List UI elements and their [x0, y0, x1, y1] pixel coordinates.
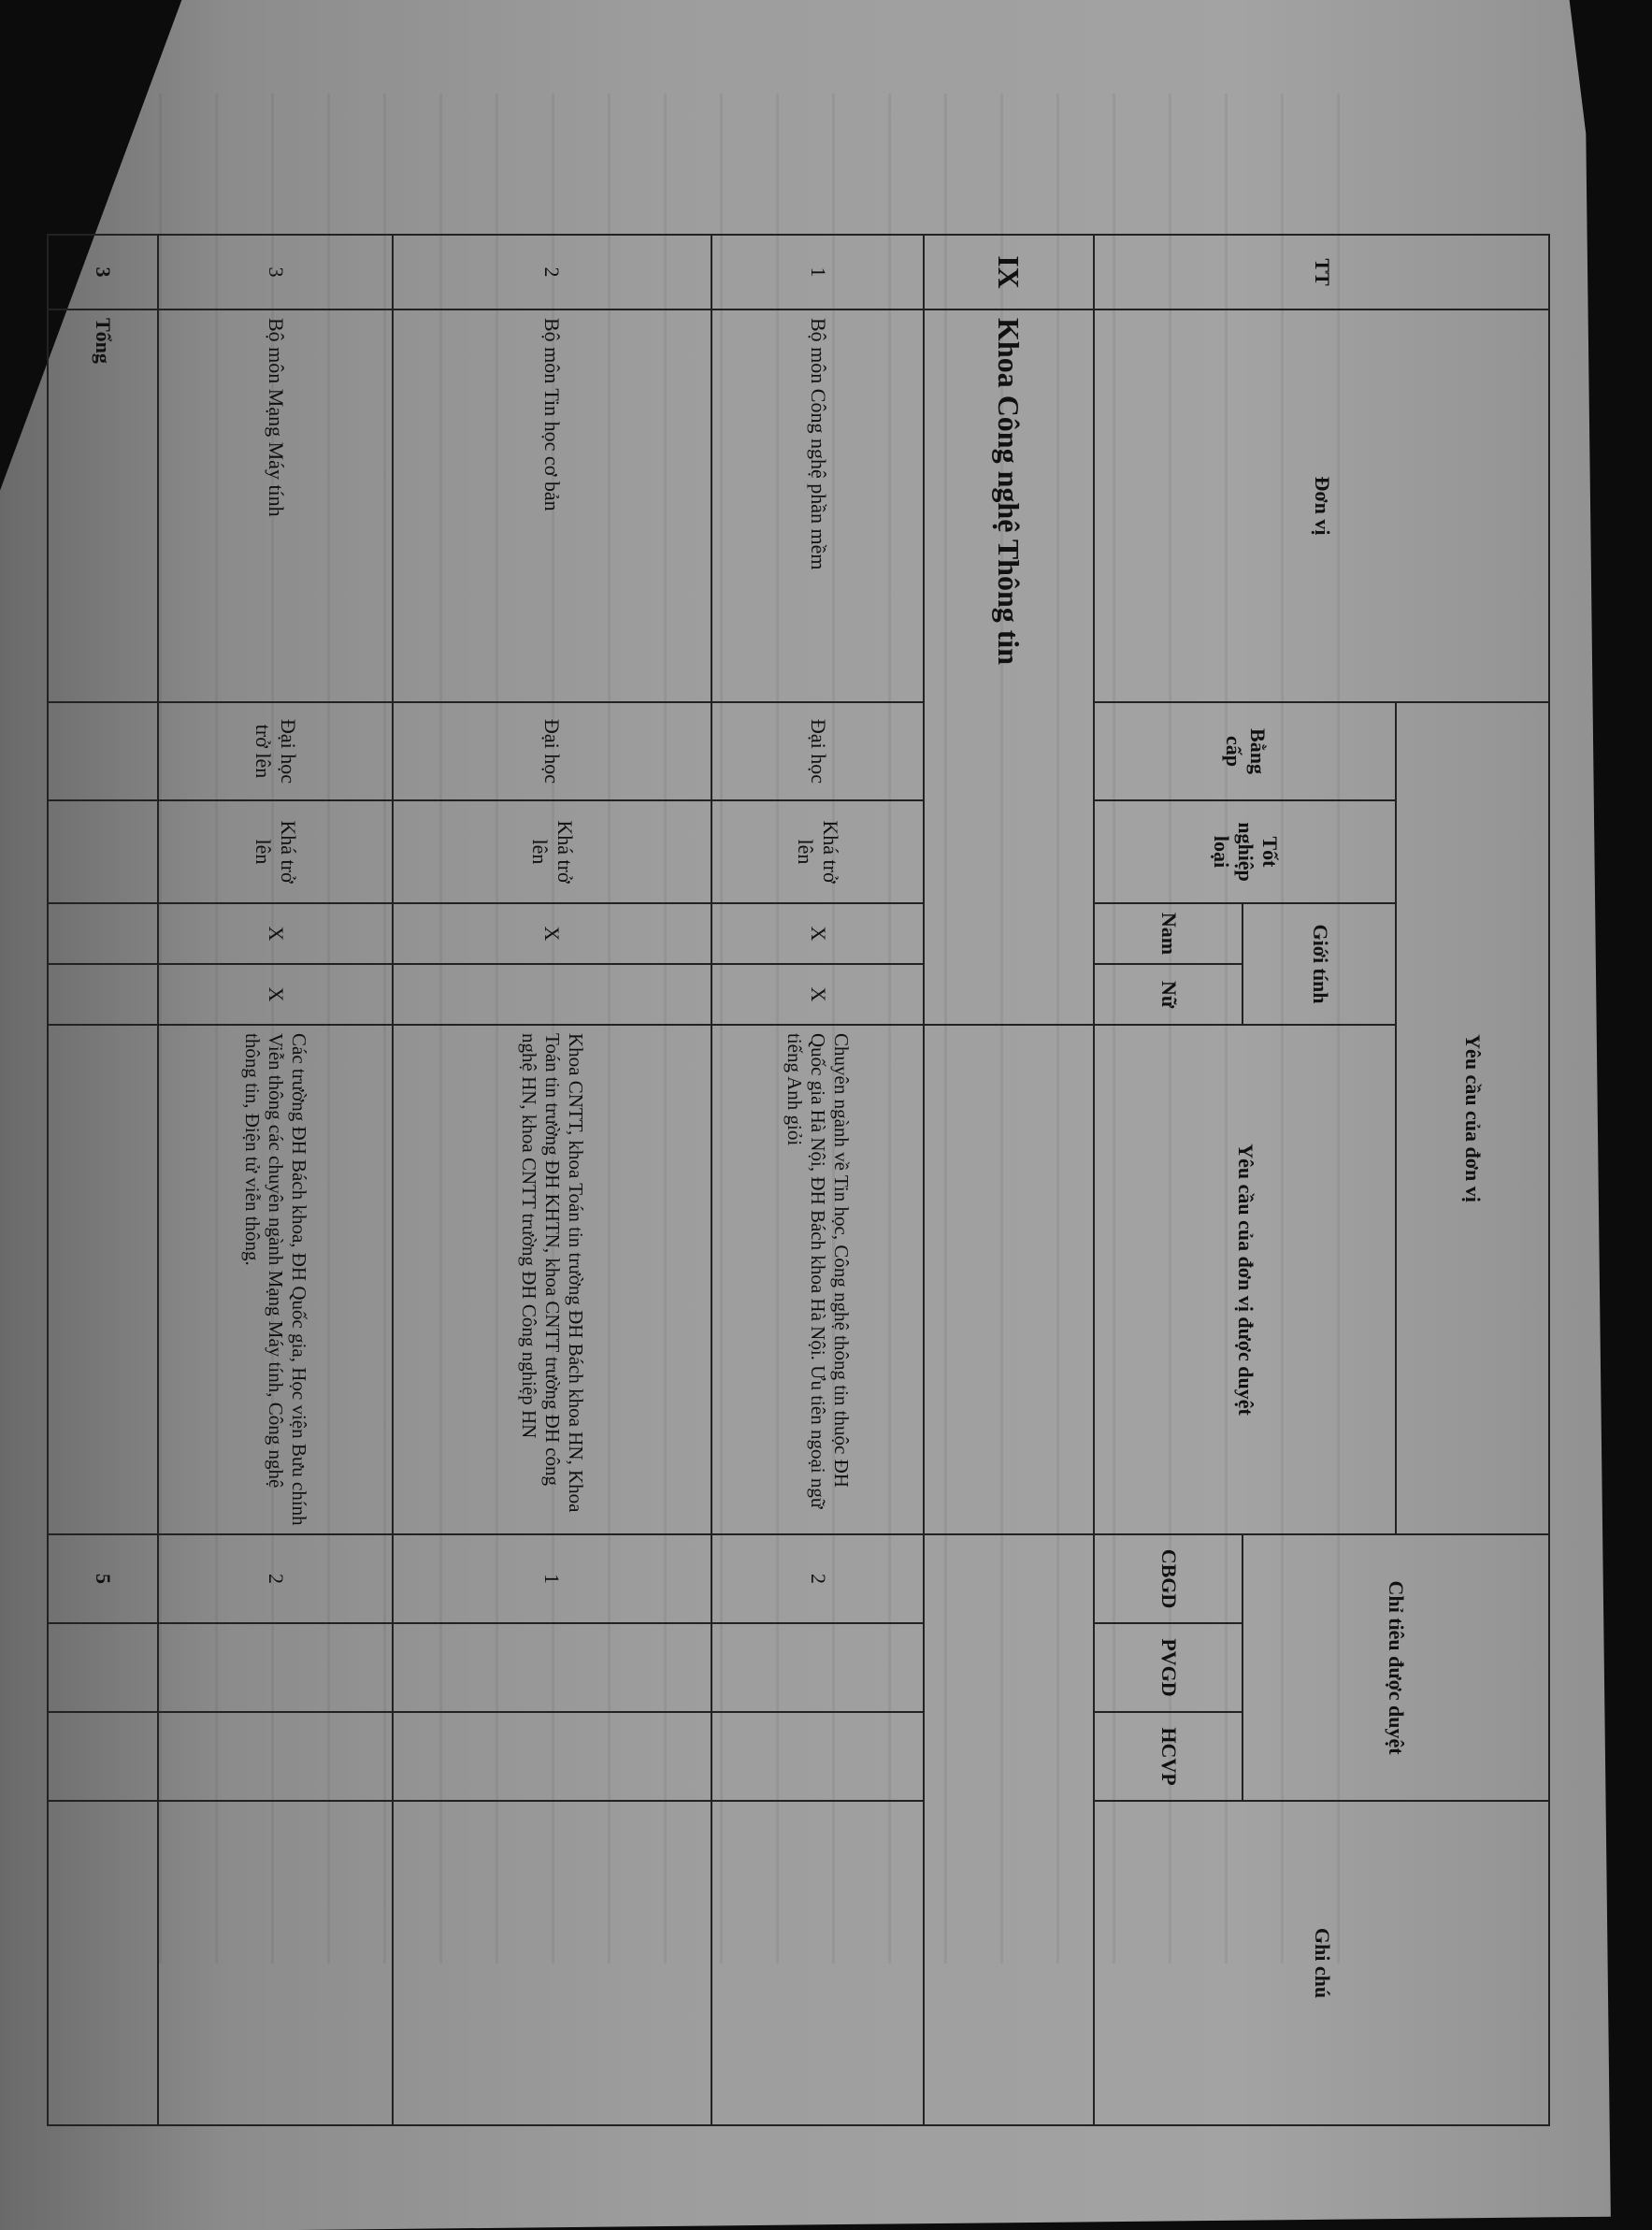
total-empty	[48, 702, 158, 800]
row-tt: 2	[393, 235, 711, 309]
row-ghi-chu	[158, 1801, 392, 2125]
row-tt: 3	[158, 235, 392, 309]
row-ghi-chu	[393, 1801, 711, 2125]
row-nam: X	[711, 903, 924, 964]
total-row	[48, 235, 158, 2125]
total-cbgd: 5	[48, 1534, 158, 1623]
header-row-1	[1396, 235, 1549, 2125]
header-cbgd: CBGD	[1094, 1534, 1243, 1623]
total-empty	[48, 1712, 158, 1801]
row-yeu-cau: Khoa CNTT, khoa Toán tin trường ĐH Bách khoa HN, Khoa Toán tin trường ĐH KHTN, khoa CNTT trường ĐH công nghệ HN, khoa CNTT trường ĐH Công nghiệp HN	[393, 1025, 711, 1534]
header-pvgd: PVGD	[1094, 1623, 1243, 1712]
section-number: IX	[924, 235, 1094, 309]
header-yeu-cau-duoc-duyet: Yêu cầu của đơn vị được duyệt	[1094, 1025, 1396, 1534]
row-bang-cap: Đại học	[393, 702, 711, 800]
row-tot-nghiep: Khá trở lên	[393, 800, 711, 903]
row-nu	[393, 964, 711, 1025]
header-yeu-cau-cua-don-vi: Yêu cầu của đơn vị	[1396, 702, 1549, 1534]
row-hcvp	[711, 1712, 924, 1801]
section-row	[924, 235, 1094, 2125]
total-empty	[48, 964, 158, 1025]
row-bang-cap: Đại học trở lên	[158, 702, 392, 800]
table-row	[711, 235, 924, 2125]
row-yeu-cau: Chuyên ngành về Tin học, Công nghệ thông tin thuộc ĐH Quốc gia Hà Nội, ĐH Bách khoa Hà Nội. Ưu tiên ngoại ngữ tiếng Anh giỏi	[711, 1025, 924, 1534]
row-nam: X	[393, 903, 711, 964]
row-tot-nghiep: Khá trở lên	[711, 800, 924, 903]
row-ghi-chu	[711, 1801, 924, 2125]
row-tt: 1	[711, 235, 924, 309]
header-nam: Nam	[1094, 903, 1243, 964]
header-bang-cap: Bằng cấp	[1094, 702, 1396, 800]
row-don-vi: Bộ môn Tin học cơ bản	[393, 309, 711, 702]
row-pvgd	[711, 1623, 924, 1712]
rotated-document-table	[47, 234, 1550, 2124]
row-hcvp	[393, 1712, 711, 1801]
total-empty	[48, 903, 158, 964]
header-nu: Nữ	[1094, 964, 1243, 1025]
recruitment-table	[47, 234, 1550, 2126]
row-cbgd: 2	[158, 1534, 392, 1623]
table-row	[158, 235, 392, 2125]
row-bang-cap: Đại học	[711, 702, 924, 800]
header-don-vi: Đơn vị	[1094, 309, 1549, 702]
row-nu: X	[158, 964, 392, 1025]
row-don-vi: Bộ môn Mạng Máy tính	[158, 309, 392, 702]
row-tot-nghiep: Khá trở lên	[158, 800, 392, 903]
row-pvgd	[158, 1623, 392, 1712]
row-don-vi: Bộ môn Công nghệ phần mềm	[711, 309, 924, 702]
table-row	[393, 235, 711, 2125]
section-empty-right	[924, 1534, 1094, 2125]
row-pvgd	[393, 1623, 711, 1712]
total-label: Tổng	[48, 309, 158, 702]
header-ghi-chu: Ghi chú	[1094, 1801, 1549, 2125]
total-empty	[48, 1025, 158, 1534]
header-tot-nghiep: Tốt nghiệp loại	[1094, 800, 1396, 903]
section-empty	[924, 1025, 1094, 1534]
row-nu: X	[711, 964, 924, 1025]
total-tt: 3	[48, 235, 158, 309]
row-nam: X	[158, 903, 392, 964]
total-empty	[48, 1801, 158, 2125]
total-empty	[48, 800, 158, 903]
total-empty	[48, 1623, 158, 1712]
row-yeu-cau: Các trường ĐH Bách khoa, ĐH Quốc gia, Học viện Bưu chính Viễn thông các chuyên ngành Mạng Máy tính, Công nghệ thông tin, Điện tử viễn thông.	[158, 1025, 392, 1534]
header-gioi-tinh: Giới tính	[1243, 903, 1396, 1025]
header-tt: TT	[1094, 235, 1549, 309]
header-chi-tieu: Chỉ tiêu được duyệt	[1243, 1534, 1549, 1801]
row-cbgd: 2	[711, 1534, 924, 1623]
row-cbgd: 1	[393, 1534, 711, 1623]
row-hcvp	[158, 1712, 392, 1801]
section-title: Khoa Công nghệ Thông tin	[924, 309, 1094, 1025]
header-hcvp: HCVP	[1094, 1712, 1243, 1801]
